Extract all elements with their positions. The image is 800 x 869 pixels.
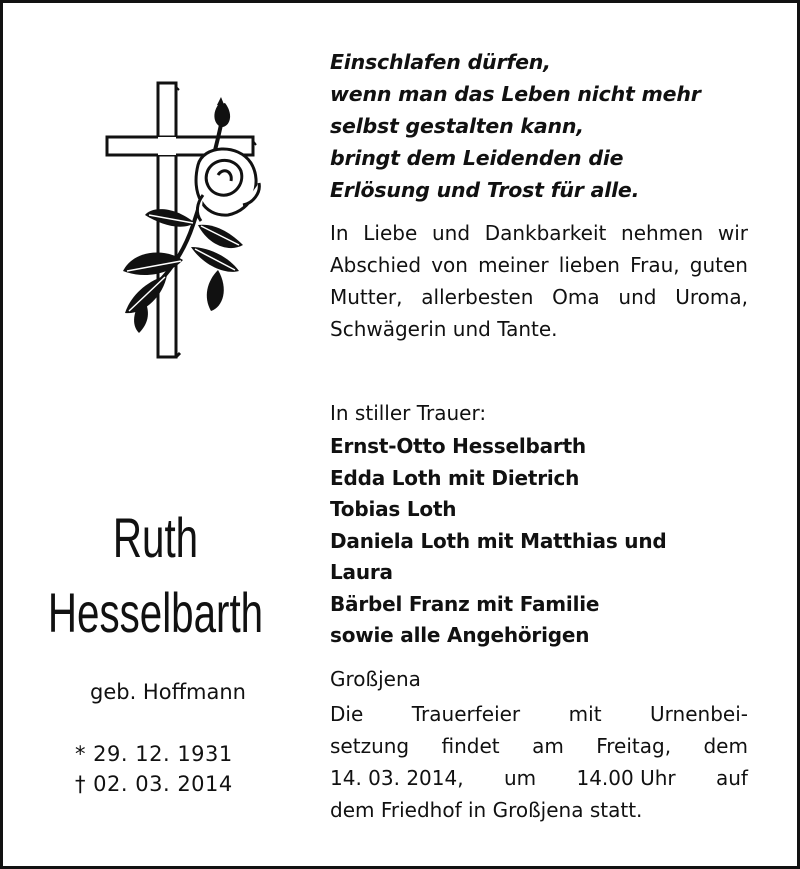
word: dem Friedhof in Großjena statt.: [330, 798, 643, 822]
poem-line: wenn man das Leben nicht mehr: [330, 82, 701, 106]
mourner-name: Ernst-Otto Hesselbarth: [330, 434, 586, 458]
word: um: [503, 766, 537, 790]
word: 14. 03. 2014,: [330, 766, 464, 790]
ceremony-info: [330, 698, 748, 826]
place-name: Großjena: [330, 667, 421, 691]
word: findet: [441, 734, 500, 758]
word: setzung: [330, 734, 410, 758]
poem-line: selbst gestalten kann,: [330, 114, 584, 138]
birth-date: * 29. 12. 1931: [75, 742, 233, 766]
poem: [330, 46, 760, 206]
ceremony-line: [330, 698, 748, 730]
cross-with-rose-icon: [103, 75, 273, 365]
word: Urnenbei-: [650, 702, 748, 726]
death-date: † 02. 03. 2014: [75, 772, 233, 796]
word: dem: [703, 734, 748, 758]
mourner-name: Daniela Loth mit Matthias und: [330, 528, 667, 553]
ceremony-line: [330, 762, 748, 794]
word: mit: [568, 702, 602, 726]
deceased-last-name: Hesselbarth: [47, 581, 264, 644]
ceremony-line: [330, 794, 748, 826]
deceased-first-name: Ruth: [112, 506, 199, 569]
word: Die: [330, 702, 364, 726]
maiden-name: geb. Hoffmann: [90, 680, 246, 704]
word: Freitag,: [596, 734, 672, 758]
poem-line: Erlösung und Trost für alle.: [330, 178, 640, 202]
mourner-name: Tobias Loth: [330, 497, 457, 521]
farewell-text: In Liebe und Dankbarkeit nehmen wir Abschied von meiner lieben Frau, guten Mutter, allerbesten Oma und Uroma, Schwägerin und Tante.: [330, 221, 748, 341]
word: Trauerfeier: [411, 702, 521, 726]
mourner-name: Bärbel Franz mit Familie: [330, 591, 600, 616]
word: auf: [716, 766, 748, 790]
poem-line: bringt dem Leidenden die: [330, 146, 624, 170]
mourners-list: [330, 431, 760, 652]
ceremony-line: [330, 730, 748, 762]
mourner-name: Edda Loth mit Dietrich: [330, 465, 580, 490]
word: am: [532, 734, 564, 758]
word: 14.00 Uhr: [576, 766, 676, 790]
left-column: [3, 3, 308, 866]
poem-line: Einschlafen dürfen,: [330, 50, 551, 74]
mourning-label: In stiller Trauer:: [330, 401, 487, 425]
mourner-name: sowie alle Angehörigen: [330, 623, 590, 647]
mourner-name: Laura: [330, 560, 393, 584]
